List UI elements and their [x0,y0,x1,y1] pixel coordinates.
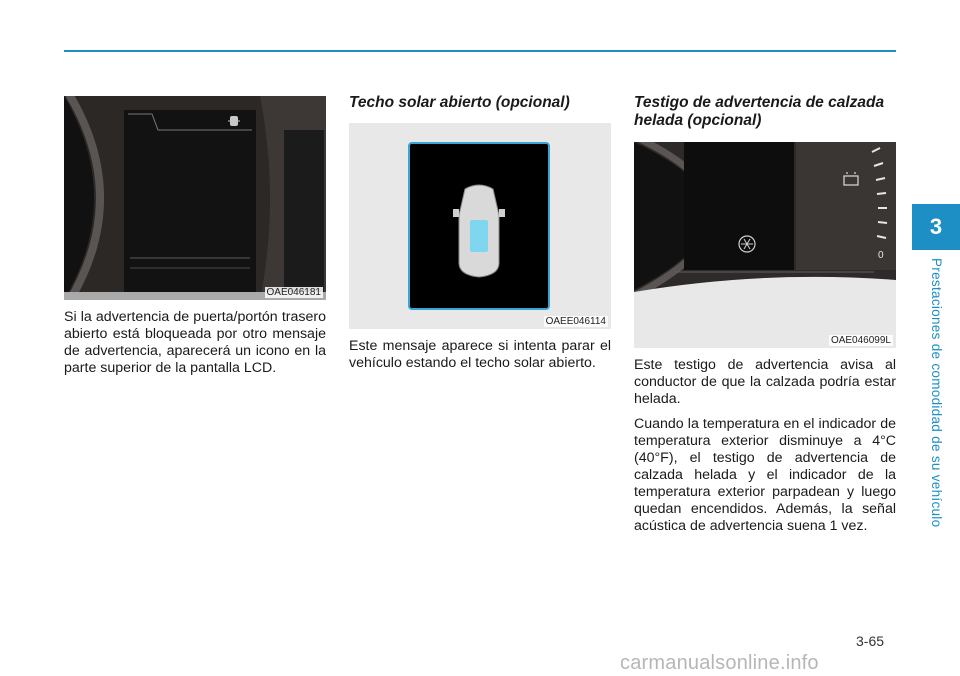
figure-instrument-cluster [64,96,326,300]
page-number: 3-65 [856,633,885,649]
chapter-number: 3 [929,214,943,239]
figure-sunroof-display [349,123,611,329]
icy-road-illustration [634,142,896,348]
chapter-title: Prestaciones de comodidad de su vehículo [929,258,944,528]
column-1 [64,96,326,385]
section-heading: Techo solar abierto (opcional) [349,94,570,111]
paragraph: Este testigo de advertencia avisa al conductor de que la calzada podría estar helada. [634,357,896,407]
sunroof-illustration [349,123,611,329]
header-rule [64,50,896,52]
watermark: carmanualsonline.info [620,652,819,674]
column-2 [349,94,611,380]
paragraph: Si la advertencia de puerta/portón trasero abierto está bloqueada por otro mensaje de advertencia, aparecerá un icono en la parte superior de la pantalla LCD. [64,309,326,376]
column-3 [634,94,896,543]
section-heading: Testigo de advertencia de calzada helada (opcional) [634,94,885,129]
cluster-illustration [64,96,326,300]
gauge-mark: 0 [878,250,884,261]
chapter-number-tab[interactable] [912,204,960,250]
figure-code: OAE046099L [830,335,891,346]
paragraph: Este mensaje aparece si intenta parar el vehículo estando el techo solar abierto. [349,338,611,371]
figure-code: OAEE046114 [545,316,606,327]
figure-code: OAE046181 [266,287,321,298]
paragraph: Cuando la temperatura en el indicador de temperatura exterior disminuye a 4°C (40°F), el testigo de advertencia de calzada helada y el indicador de la temperatura exterior parpadean y luego quedan encendidos. Además, la señal acústica de advertencia suena 1 vez. [634,416,896,534]
figure-icy-road-warning [634,142,896,348]
